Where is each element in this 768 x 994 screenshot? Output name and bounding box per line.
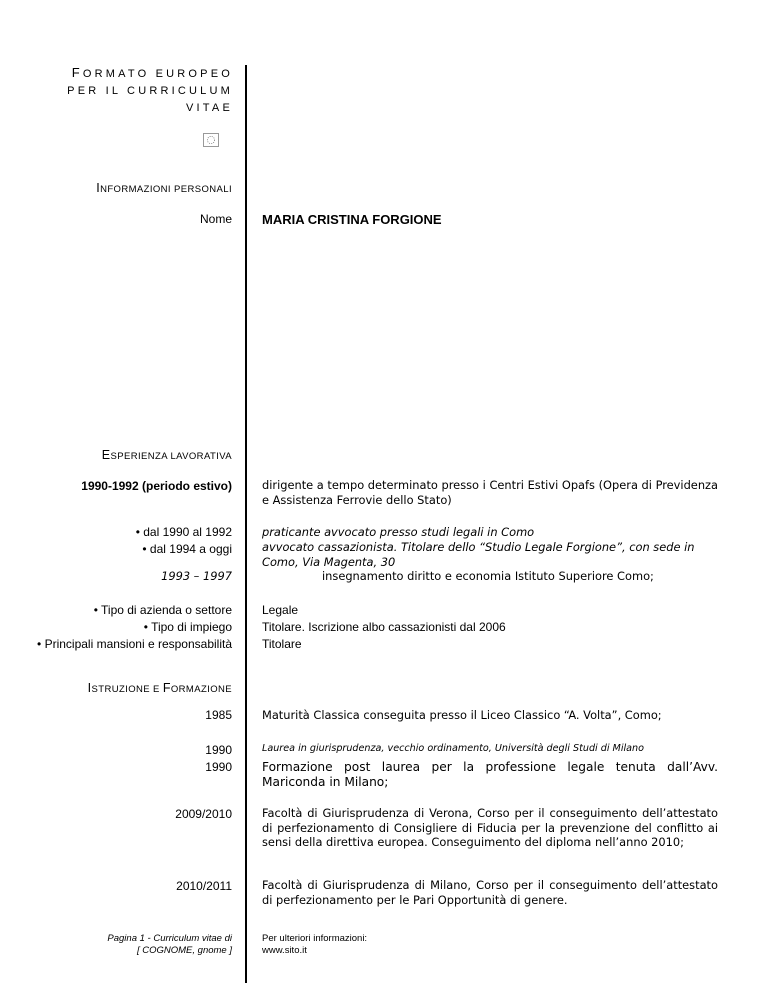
duties-value: Titolare (262, 637, 302, 651)
education-description: Laurea in giurisprudenza, vecchio ordinamento, Università degli Studi di Milano (262, 743, 644, 754)
education-description: Facoltà di Giurisprudenza di Verona, Corso per il conseguimento dell’attestato di perfezionamento di Consigliere di Fiducia per la prevenzione del conflitto ai sensi della direttiva europea. Conseguimento del diploma nell’anno 2010; (262, 806, 718, 849)
title-line1: ORMATO EUROPEO (82, 68, 233, 80)
period-description: insegnamento diritto e economia Istituto Superiore Como; (322, 569, 654, 583)
column-divider (245, 65, 247, 983)
education-description: Maturità Classica conseguita presso il Liceo Classico “A. Volta”, Como; (262, 708, 662, 722)
education-year: 1990 (205, 760, 232, 774)
title-initial: F (71, 65, 83, 80)
website-link[interactable]: www.sito.it (262, 945, 307, 956)
sector-value: Legale (262, 603, 299, 617)
name-value: MARIA CRISTINA FORGIONE (262, 212, 442, 227)
footer-page-info: Pagina 1 - Curriculum vitae di [ COGNOME, gnome ] (107, 933, 232, 956)
title-line2: PER IL CURRICULUM (67, 85, 233, 97)
period-description: avvocato cassazionista. Titolare dello “Studio Legale Forgione”, con sede in Como, Via Magenta, 30 (262, 540, 695, 569)
education-year: 1985 (205, 708, 232, 722)
period-label: • dal 1990 al 1992 (135, 525, 232, 539)
section-education: ISTRUZIONE E FORMAZIONE (87, 681, 232, 695)
period-label: • dal 1994 a oggi (142, 542, 232, 556)
period-description: praticante avvocato presso studi legali in Como (262, 525, 535, 539)
period-label: 1993 – 1997 (161, 569, 232, 583)
job-type-label: • Tipo di impiego (143, 620, 232, 634)
education-year: 2010/2011 (176, 879, 232, 893)
education-year: 1990 (205, 743, 232, 757)
cv-title (67, 64, 233, 117)
duties-label: • Principali mansioni e responsabilità (37, 637, 232, 651)
job-type-value: Titolare. Iscrizione albo cassazionisti dal 2006 (262, 620, 506, 634)
period-label: 1990-1992 (periodo estivo) (81, 479, 232, 493)
eu-flag-icon (203, 133, 219, 147)
education-description: Formazione post laurea per la professione legale tenuta dall’Avv. Mariconda in Milano; (262, 760, 718, 789)
section-personal-info: INFORMAZIONI PERSONALI (96, 181, 232, 195)
education-year: 2009/2010 (175, 807, 232, 821)
education-description: Facoltà di Giurisprudenza di Milano, Corso per il conseguimento dell’attestato di perfezionamento per le Pari Opportunità di genere. (262, 878, 718, 907)
title-line3: VITAE (186, 102, 233, 114)
period-description: dirigente a tempo determinato presso i Centri Estivi Opafs (Opera di Previdenza e Assistenza Ferrovie dello Stato) (262, 478, 718, 507)
name-label: Nome (199, 212, 232, 226)
sector-label: • Tipo di azienda o settore (93, 603, 232, 617)
section-work-experience: ESPERIENZA LAVORATIVA (101, 448, 232, 462)
footer-contact-info: Per ulteriori informazioni: www.sito.it (262, 933, 368, 956)
